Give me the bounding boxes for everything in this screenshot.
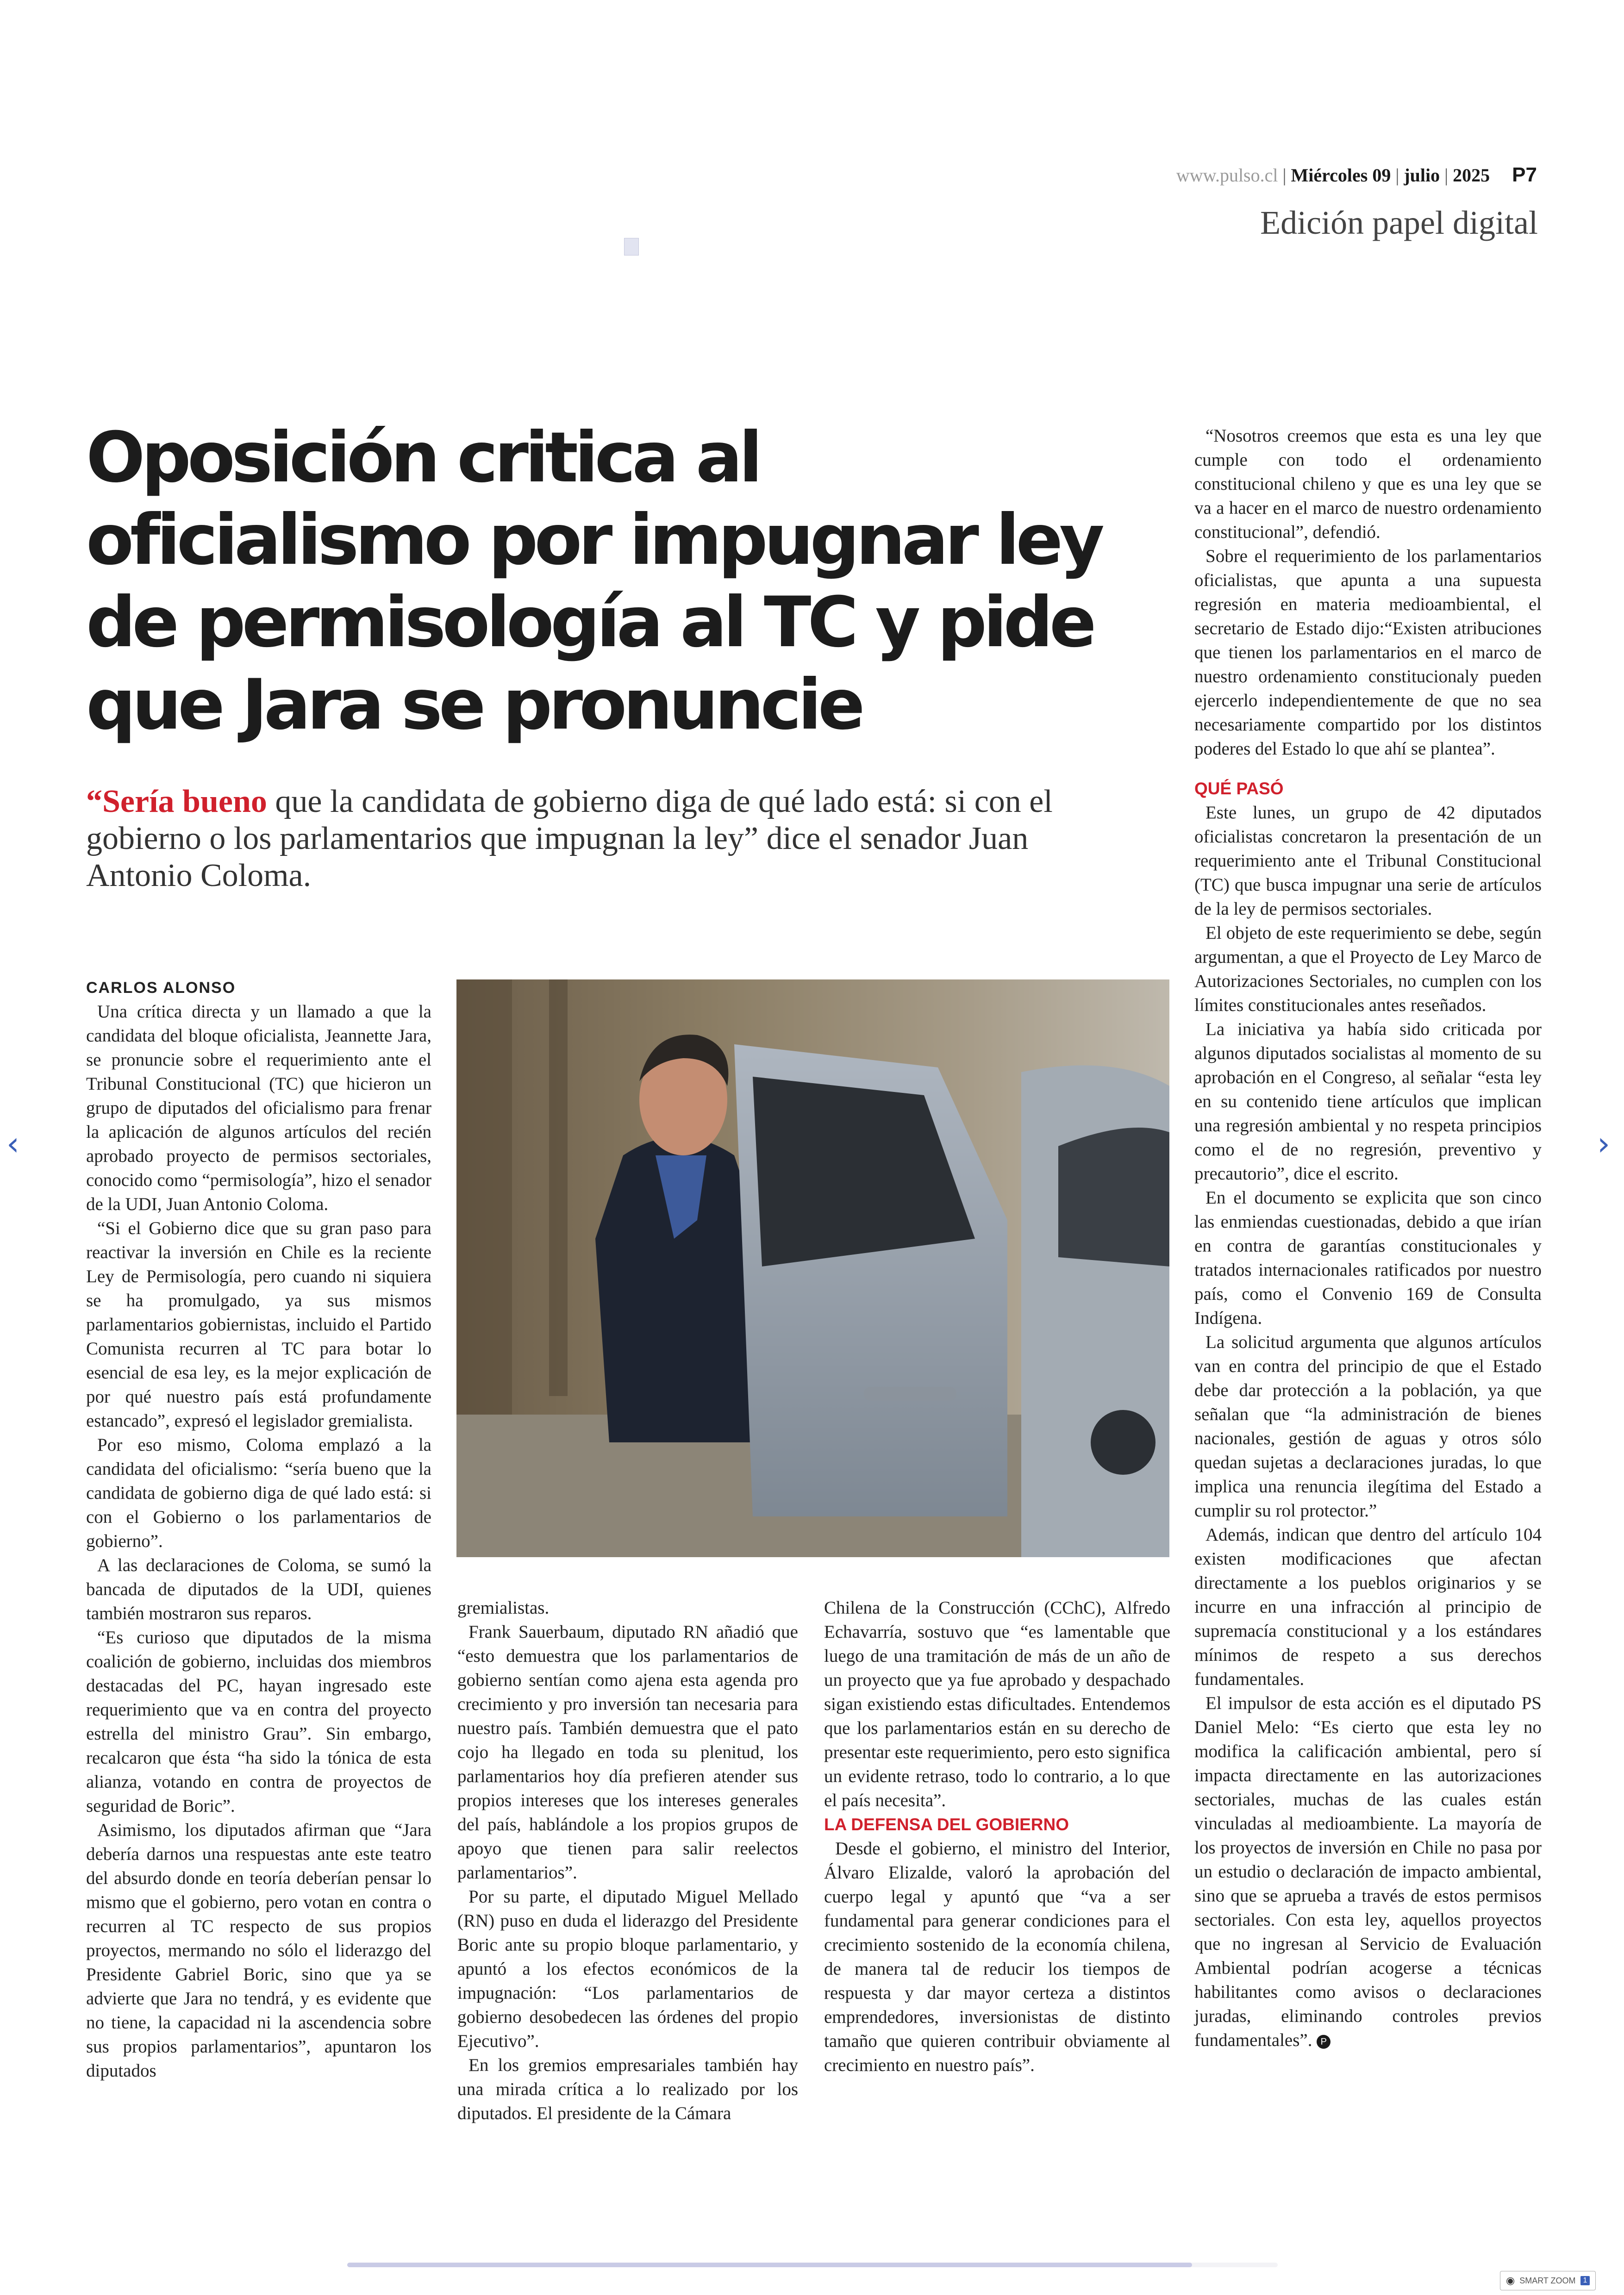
paragraph: La iniciativa ya había sido criticada por algunos diputados socialistas al momento de su aprobación en el Congreso, al señalar “esta ley en su contenido tiene artículos que implican una regresión ambiental y no respeta principios como el de no regresión, preventivo y precautorio”, dice el escrito. [1194, 1019, 1542, 1184]
paragraph: Asimismo, los diputados afirman que “Jara debería darnos una respuestas ante este teatro del absurdo donde en teoría deberían pensar lo mismo que el gobierno, pero votan en contra o recurren al TC respecto de sus propios proyectos, mermando no sólo el liderazgo del Presidente Gabriel Boric, sino que ya se advierte que Jara no tendrá, y es evidente que no tiene, la capacidad ni la ascendencia sobre sus propios parlamentarios”, apuntaron los diputados [86, 1820, 431, 2081]
page-number: P7 [1512, 163, 1537, 186]
subhead-rest: que la candidata de gobierno diga de qué lado está: si con el gobierno o los parlamentarios que impugnan la ley” dice el senador Juan Antonio Coloma. [86, 784, 1053, 893]
separator: | [1395, 164, 1399, 186]
small-marker-icon[interactable] [624, 238, 639, 256]
paragraph: gremialistas. [457, 1598, 550, 1618]
site-url[interactable]: www.pulso.cl [1176, 164, 1278, 186]
article-photo [456, 979, 1169, 1557]
subheadline [86, 783, 1086, 894]
paragraph: Por su parte, el diputado Miguel Mellado (RN) puso en duda el liderazgo del Presidente Boric ante su propio bloque parlamentario, y apuntó a los efectos económicos de la impugnación: “Los parlamentarios de gobierno desobedecen las órdenes del propio Ejecutivo”. [457, 1887, 798, 2051]
paragraph: Este lunes, un grupo de 42 diputados oficialistas concretaron la presentación de un requerimiento ante el Tribunal Constitucional (TC) que busca impugnar una serie de artículos de la ley de permisos sectoriales. [1194, 803, 1542, 919]
paragraph: Sobre el requerimiento de los parlamentarios oficialistas, que apunta a una supuesta regresión en materia medioambiental, el secretario de Estado dijo:“Existen atribuciones que tienen los parlamentarios en el marco de nuestro ordenamiento constitucionaly pueden ejercerlo independientemente de que no sea necesariamente compartido por los distintos poderes del Estado lo que ahí se plantea”. [1194, 546, 1542, 759]
zoom-count-badge: 1 [1580, 2276, 1590, 2285]
header-year: 2025 [1453, 164, 1490, 186]
chevron-right-icon[interactable]: › [1597, 1125, 1610, 1163]
smart-zoom-button[interactable] [1500, 2271, 1596, 2290]
paragraph: Por eso mismo, Coloma emplazó a la candidata del oficialismo: “sería bueno que la candidata de gobierno diga de qué lado está: si con el Gobierno o los parlamentarios de gobierno”. [86, 1435, 431, 1551]
header-month: julio [1404, 164, 1440, 186]
chevron-left-icon[interactable]: ‹ [6, 1125, 19, 1163]
page-header [1102, 161, 1537, 189]
section-heading: QUÉ PASÓ [1194, 779, 1284, 798]
eye-icon: ◉ [1506, 2275, 1515, 2286]
paragraph: “Es curioso que diputados de la misma coalición de gobierno, incluidas dos miembros destacadas del PC, hayan ingresado este requerimiento que va en contra del proyecto estrella del ministro Grau”. Sin embargo, recalcaron que ésta “ha sido la tónica de esta alianza, votando en contra de proyectos de seguridad de Boric”. [86, 1628, 431, 1816]
subhead-lead: “Sería bueno [86, 784, 267, 819]
paragraph: La solicitud argumenta que algunos artículos van en contra del principio de que el Estado debe dar protección a la población, ya que señalan que “la administración de bienes nacionales, gestión de aguas y otros sólo quedan sujetas a declaraciones juradas, lo que implica una renuncia ilegítima del Estado a cumplir su rol protector.” [1194, 1332, 1542, 1521]
paragraph-text: El impulsor de esta acción es el diputado PS Daniel Melo: “Es cierto que esta ley no modifica la calificación ambiental, pero sí impacta directamente en las autorizaciones sectoriales, muchas de las cuales están vinculadas al medioambiente. La mayoría de los proyectos de inversión en Chile no pasa por un estudio o declaración de impacto ambiental, sino que se aprueba a través de estos permisos sectoriales. Con esta ley, aquellos proyectos que no ingresan al Servicio de Evaluación Ambiental podrían acogerse a técnicas habilitantes como avisos o declaraciones juradas, eliminando controles previos fundamentales”. [1194, 1693, 1542, 2050]
end-mark-icon: P [1317, 2035, 1330, 2049]
paragraph: “Nosotros creemos que esta es una ley que cumple con todo el ordenamiento constitucional chileno y que es una ley que se va a hacer en el marco de nuestro ordenamiento constitucional”, defendió. [1194, 426, 1542, 542]
paragraph: Desde el gobierno, el ministro del Interior, Álvaro Elizalde, valoró la aprobación del cuerpo legal y apuntó que “va a ser fundamental para generar condiciones para el crecimiento sostenido de la economía chilena, de manera tal de reducir los tiempos de respuesta y dar mayor certeza a distintos emprendedores, inversionistas de distinto tamaño que quieren contribuir obviamente al crecimiento en nuestro país”. [824, 1839, 1170, 2075]
paragraph: Además, indican que dentro del artículo 104 existen modificaciones que afectan directamente a los pueblos originarios y se incurre en una infracción al principio de supremacía constitucional y a los estándares mínimos de respeto a sus derechos fundamentales. [1194, 1525, 1542, 1689]
edition-label: Edición papel digital [1260, 204, 1538, 241]
paragraph: Frank Sauerbaum, diputado RN añadió que “esto demuestra que los parlamentarios de gobierno sentían como ajena esta agenda pro crecimiento y pro inversión tan necesaria para nuestro país. También demuestra que el pato cojo ha llegado en toda su plenitud, los parlamentarios hoy día prefieren atender sus propios intereses que los intereses generales del país, hablándole a los propios grupos de apoyo que tienen para salir reelectos parlamentarios”. [457, 1622, 798, 1883]
article-column-1 [86, 976, 431, 2083]
section-heading: LA DEFENSA DEL GOBIERNO [824, 1815, 1069, 1834]
paragraph: Chilena de la Construcción (CChC), Alfredo Echavarría, sostuvo que “es lamentable que luego de una tramitación de más de un año de un proyecto que ya fue aprobado y despachado sigan existiendo estas dificultades. Entendemos que los parlamentarios están en su derecho de presentar este requerimiento, pero esto significa un evidente retraso, todo lo contrario, a lo que el país necesita”. [824, 1598, 1170, 1810]
paragraph: “Si el Gobierno dice que su gran paso para reactivar la inversión en Chile es la reciente Ley de Permisología, pero cuando ni siquiera se ha promulgado, ya sus mismos parlamentarios gobiernistas, incluido el Partido Comunista recurren al TC para botar lo esencial de esa ley, es la mejor explicación de por qué nuestro país está profundamente estancado”, expresó el legislador gremialista. [86, 1218, 431, 1431]
header-day: Miércoles 09 [1291, 164, 1391, 186]
separator: | [1444, 164, 1449, 186]
article-column-2 [457, 1596, 798, 2126]
byline: CARLOS ALONSO [86, 979, 236, 997]
paragraph: El objeto de este requerimiento se debe, según argumentan, a que el Proyecto de Ley Marco de Autorizaciones Sectoriales, no cumplen con los límites constitucionales antes reseñados. [1194, 923, 1542, 1015]
separator: | [1282, 164, 1287, 186]
scrollbar-thumb[interactable] [347, 2263, 1192, 2267]
paragraph: A las declaraciones de Coloma, se sumó la bancada de diputados de la UDI, quienes también mostraron sus reparos. [86, 1555, 431, 1623]
headline: Oposición critica al oficialismo por impugnar ley de permisología al TC y pide que Jara se pronuncie [86, 418, 1101, 745]
article-column-3 [824, 1596, 1170, 2077]
paragraph: En los gremios empresariales también hay una mirada crítica a lo realizado por los diputados. El presidente de la Cámara [457, 2055, 798, 2123]
smart-zoom-label: SMART ZOOM [1519, 2276, 1576, 2285]
paragraph: En el documento se explicita que son cinco las enmiendas cuestionadas, debido a que irían en contra de garantías constitucionales y tratados internacionales ratificados por nuestro país, como el Convenio 169 de Consulta Indígena. [1194, 1188, 1542, 1328]
paragraph [1194, 1691, 1542, 2052]
paragraph: Una crítica directa y un llamado a que la candidata del bloque oficialista, Jeannette Jara, se pronuncie sobre el requerimiento ante el Tribunal Constitucional (TC) que hicieron un grupo de diputados del oficialismo para frenar la aplicación de algunos artículos del recién aprobado proyecto de permisos sectoriales, conocido como “permisología”, hizo el senador de la UDI, Juan Antonio Coloma. [86, 1002, 431, 1214]
article-column-4 [1194, 424, 1542, 2052]
